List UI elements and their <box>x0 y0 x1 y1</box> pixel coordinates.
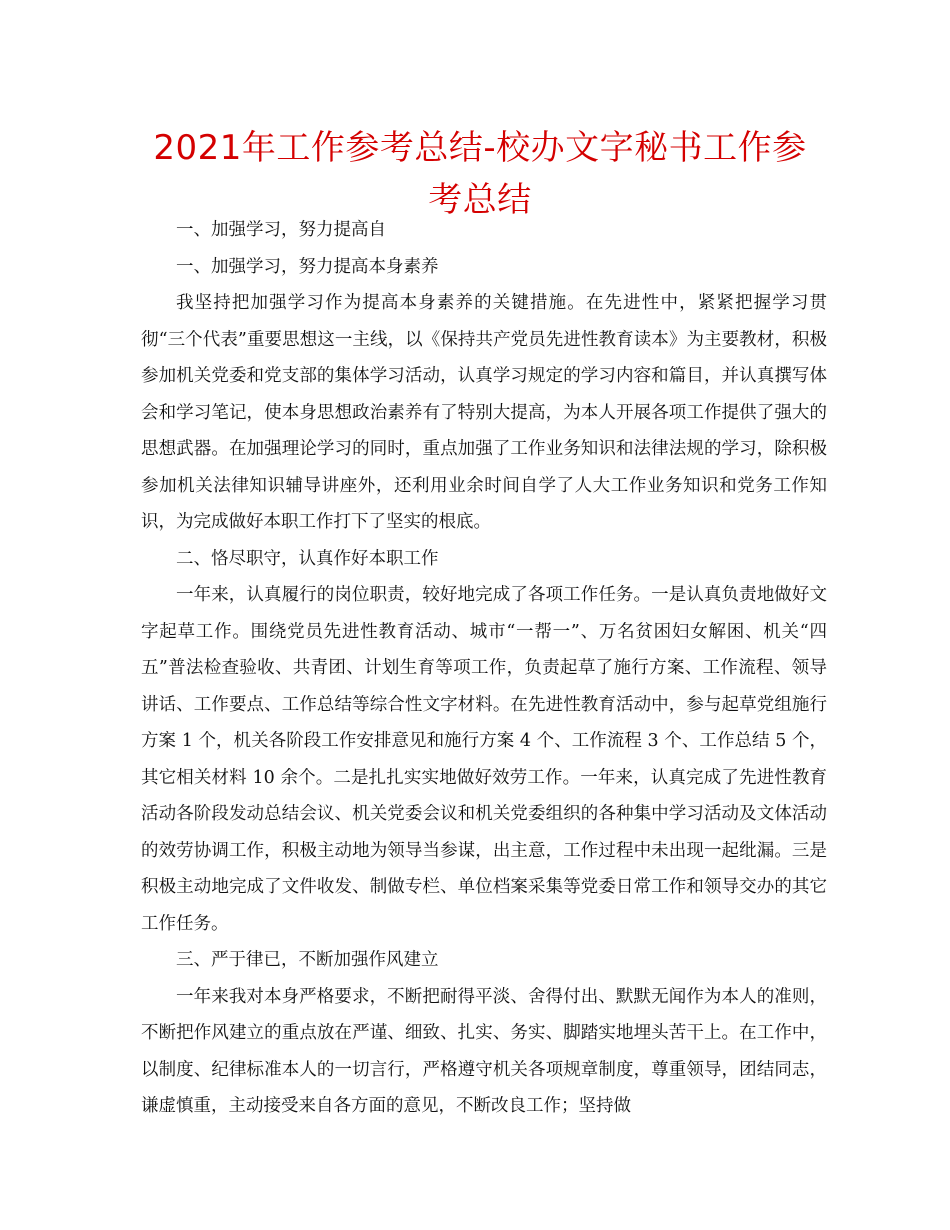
paragraph-duties: 一年来，认真履行的岗位职责，较好地完成了各项工作任务。一是认真负责地做好文字起草工作。围绕党员先进性教育活动、城市“一帮一”、万名贫困妇女解困、机关“四五”普法检查验收、共青团、计划生育等项工作，负责起草了施行方案、工作流程、领导讲话、工作要点、工作总结等综合性文字材料。在先进性教育活动中，参与起草党组施行方案 1 个，机关各阶段工作安排意见和施行方案 4 个、工作流程 3 个、工作总结 5 个，其它相关材料 10 余个。二是扎扎实实地做好效劳工作。一年来，认真完成了先进性教育活动各阶段发动总结会议、机关党委会议和机关党委组织的各种集中学习活动及文体活动的效劳协调工作，积极主动地为领导当参谋，出主意，工作过程中未出现一起纰漏。三是积极主动地完成了文件收发、制做专栏、单位档案采集等党委日常工作和领导交办的其它工作任务。 <box>141 585 827 934</box>
paragraph-study: 我坚持把加强学习作为提高本身素养的关键措施。在先进性中，紧紧把握学习贯彻“三个代表”重要思想这一主线，以《保持共产党员先进性教育读本》为主要教材，积极参加机关党委和党支部的集体学习活动，认真学习规定的学习内容和篇目，并认真撰写体会和学习笔记，使本身思想政治素养有了特别大提高，为本人开展各项工作提供了强大的思想武器。在加强理论学习的同时，重点加强了工作业务知识和法律法规的学习，除积极参加机关法律知识辅导讲座外，还利用业余时间自学了人大工作业务知识和党务工作知识，为完成做好本职工作打下了坚实的根底。 <box>141 293 827 532</box>
document-body <box>141 212 827 1125</box>
paragraph-heading-1: 一、加强学习，努力提高本身素养 <box>176 256 439 277</box>
document-title: 2021年工作参考总结-校办文字秘书工作参考总结 <box>153 128 807 220</box>
paragraph-discipline: 一年来我对本身严格要求，不断把耐得平淡、舍得付出、默默无闻作为本人的准则，不断把作风建立的重点放在严谨、细致、扎实、务实、脚踏实地埋头苦干上。在工作中，以制度、纪律标准本人的一切言行，严格遵守机关各项规章制度，尊重领导，团结同志，谦虚慎重，主动接受来自各方面的意见，不断改良工作；坚持做 <box>141 986 827 1116</box>
paragraph-heading-1-truncated: 一、加强学习，努力提高自 <box>176 220 386 240</box>
paragraph-heading-2: 二、恪尽职守，认真作好本职工作 <box>176 548 439 569</box>
paragraph-heading-3: 三、严于律已，不断加强作风建立 <box>176 950 439 970</box>
